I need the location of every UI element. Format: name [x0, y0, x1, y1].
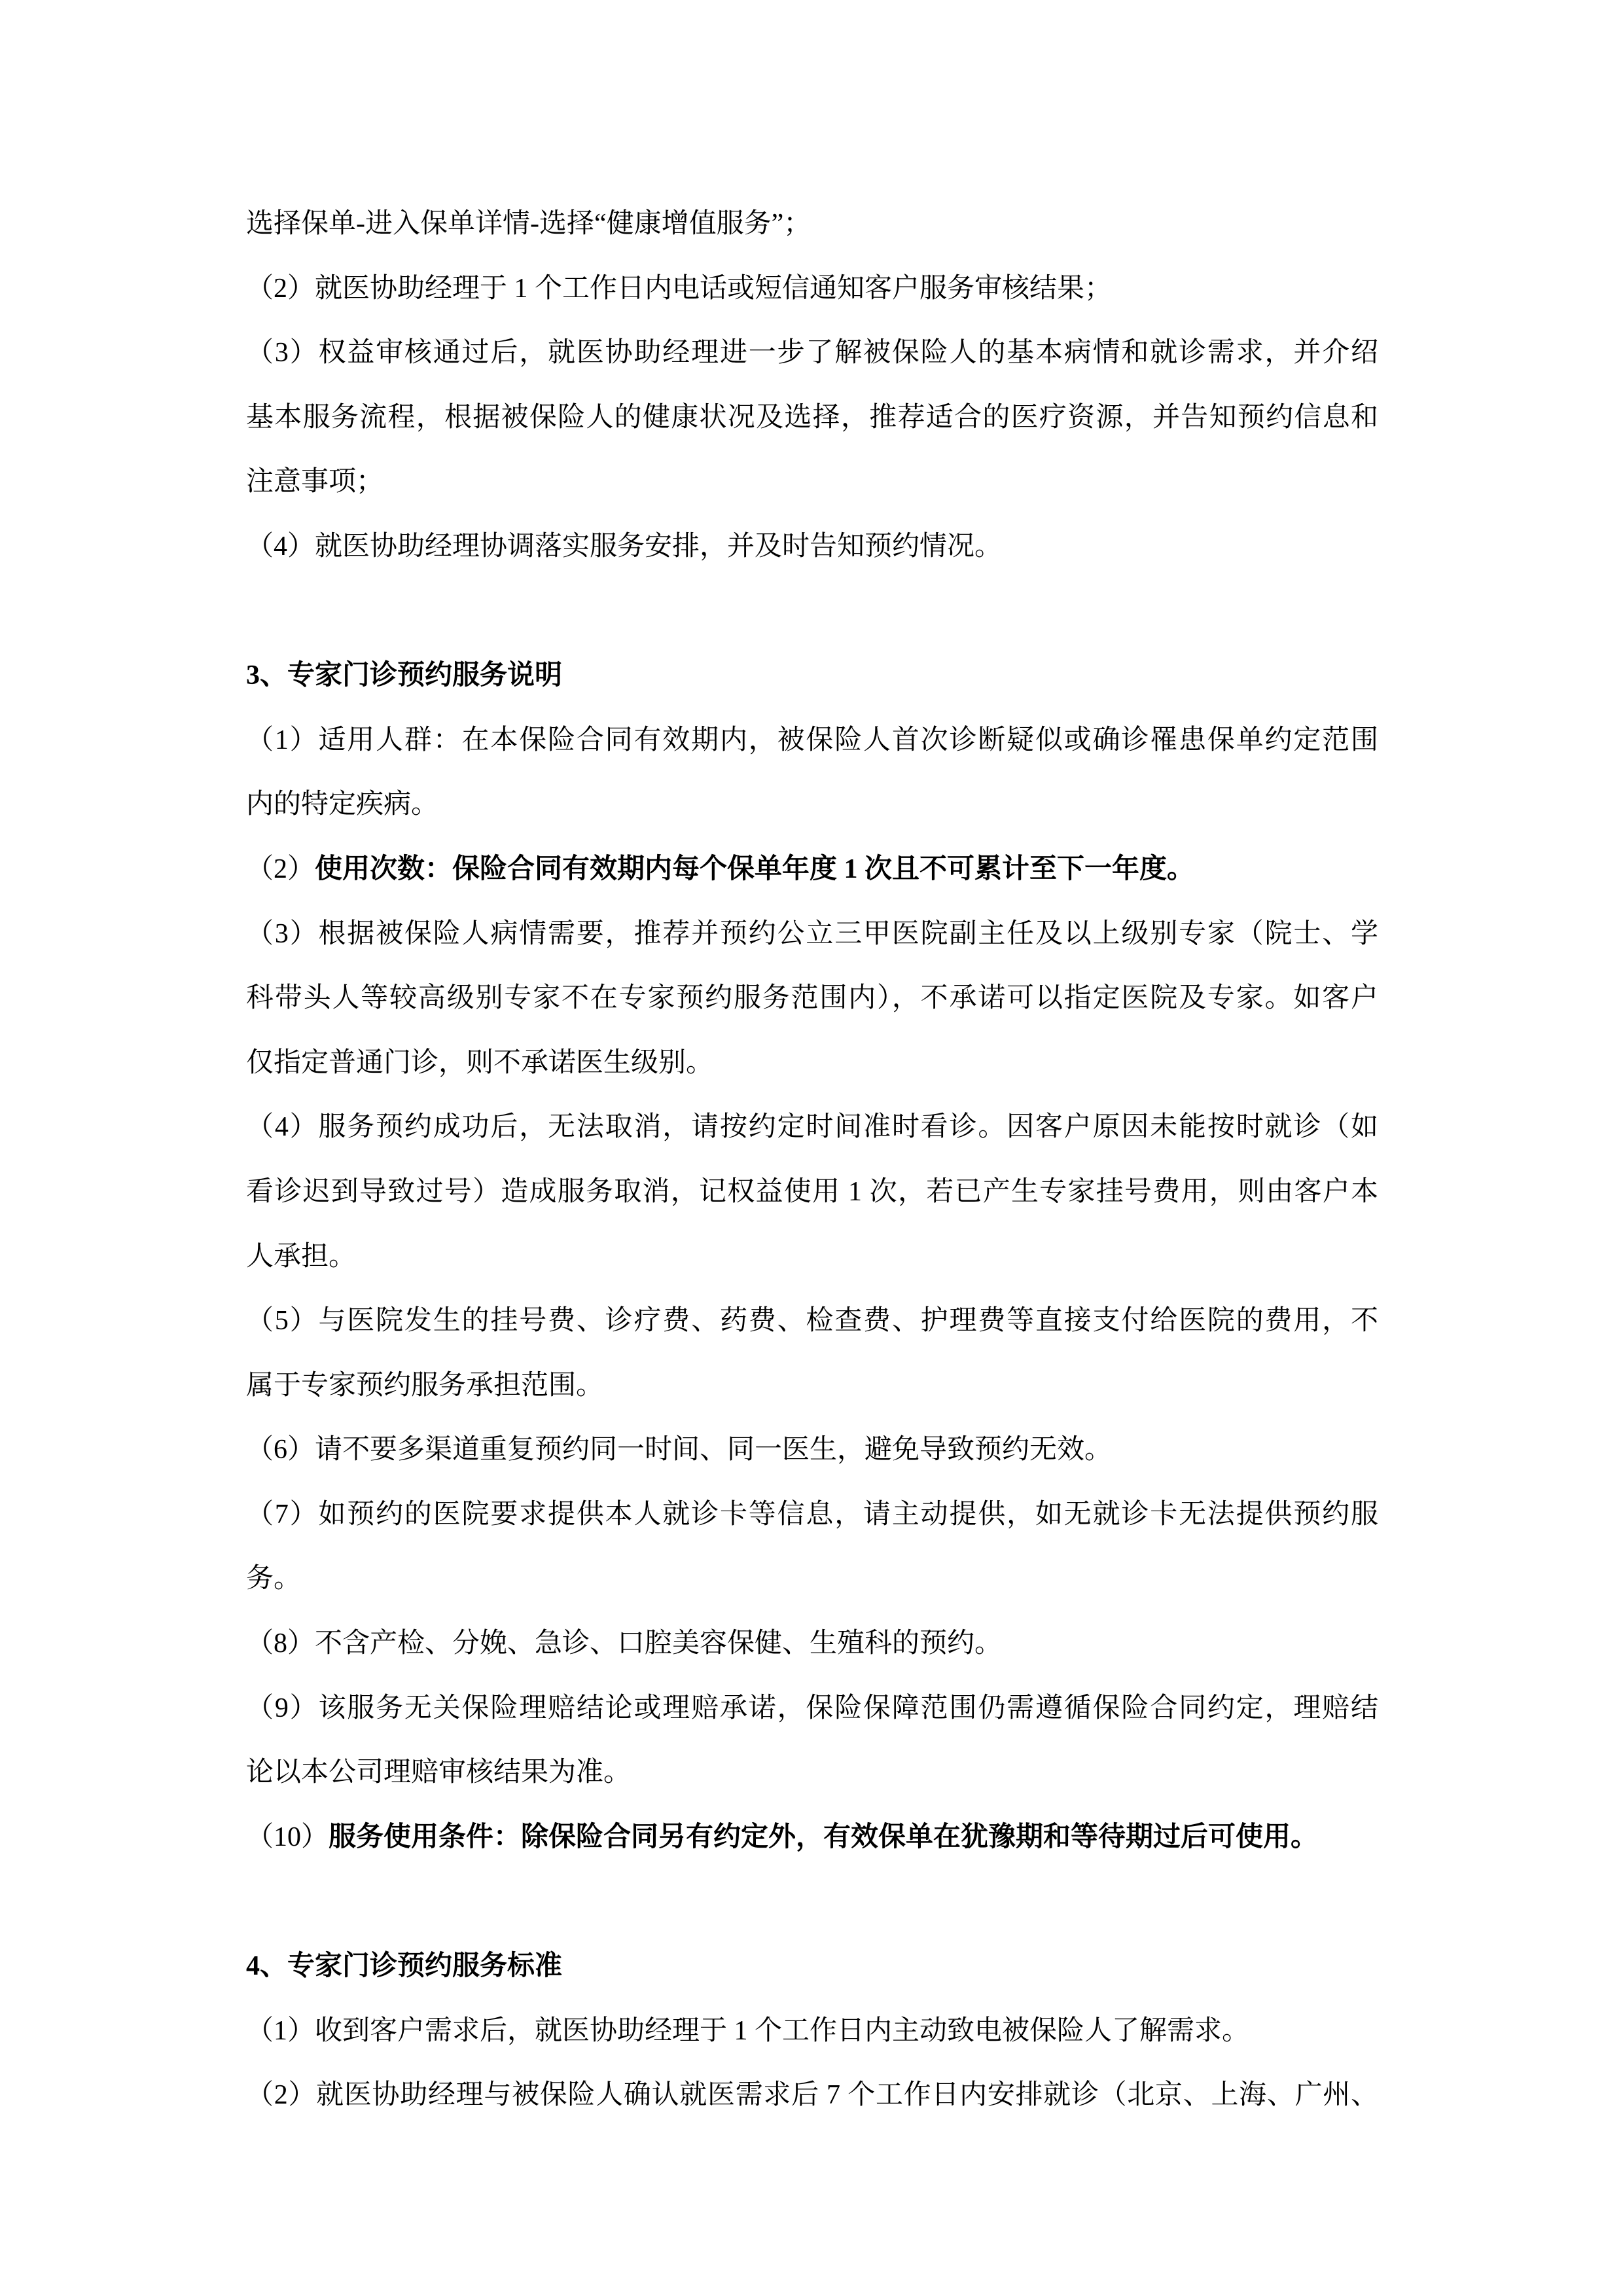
text-line — [246, 1354, 1378, 1418]
section-heading — [246, 1934, 1378, 1999]
text-run: 使用次数：保险合同有效期内每个保单年度 1 次且不可累计至下一年度。 — [315, 853, 1195, 884]
text-line — [246, 1160, 1378, 1225]
text-run: （4）服务预约成功后，无法取消，请按约定时间准时看诊。因客户原因未能按时就诊（如 — [246, 1112, 1378, 1143]
text-run: （5）与医院发生的挂号费、诊疗费、药费、检查费、护理费等直接支付给医院的费用，不 — [246, 1306, 1378, 1336]
text-run: 4、专家门诊预约服务标准 — [246, 1951, 563, 1982]
text-run: 务。 — [246, 1564, 302, 1594]
text-line — [246, 321, 1378, 386]
text-line — [246, 1547, 1378, 1611]
text-run: （1）收到客户需求后，就医协助经理于 1 个工作日内主动致电被保险人了解需求。 — [246, 2015, 1250, 2046]
text-run: 3、专家门诊预约服务说明 — [246, 660, 563, 691]
text-run: （2）就医协助经理与被保险人确认就医需求后 7 个工作日内安排就诊（北京、上海、广州、 — [246, 2080, 1378, 2111]
text-run: 内的特定疾病。 — [246, 789, 439, 820]
text-line — [246, 1611, 1378, 1676]
text-line — [246, 514, 1378, 579]
text-line — [246, 257, 1378, 321]
text-run: 基本服务流程，根据被保险人的健康状况及选择，推荐适合的医疗资源，并告知预约信息和 — [246, 402, 1378, 433]
text-run: 论以本公司理赔审核结果为准。 — [246, 1757, 632, 1788]
blank-line — [246, 1869, 1378, 1934]
text-line — [246, 1676, 1378, 1741]
text-run: 科带头人等较高级别专家不在专家预约服务范围内），不承诺可以指定医院及专家。如客户 — [246, 983, 1378, 1014]
text-line — [246, 386, 1378, 450]
section-heading — [246, 643, 1378, 708]
text-run: （7）如预约的医院要求提供本人就诊卡等信息，请主动提供，如无就诊卡无法提供预约服 — [246, 1499, 1378, 1530]
text-run: （8）不含产检、分娩、急诊、口腔美容保健、生殖科的预约。 — [246, 1628, 1003, 1659]
text-run: （3）权益审核通过后，就医协助经理进一步了解被保险人的基本病情和就诊需求，并介绍 — [246, 338, 1378, 368]
text-line — [246, 1805, 1378, 1870]
text-run: （10） — [246, 1821, 329, 1852]
text-line — [246, 1289, 1378, 1354]
text-run: （2） — [246, 853, 315, 884]
text-line — [246, 1225, 1378, 1289]
text-run: 看诊迟到导致过号）造成服务取消，记权益使用 1 次，若已产生专家挂号费用，则由客户本 — [246, 1176, 1378, 1207]
document-body — [246, 192, 1378, 2128]
text-line — [246, 192, 1378, 257]
text-line — [246, 708, 1378, 773]
text-run: （6）请不要多渠道重复预约同一时间、同一医生，避免导致预约无效。 — [246, 1435, 1113, 1465]
text-line — [246, 1740, 1378, 1805]
text-run: 人承担。 — [246, 1241, 357, 1272]
text-line — [246, 1031, 1378, 1096]
text-line — [246, 966, 1378, 1031]
text-run: 属于专家预约服务承担范围。 — [246, 1370, 604, 1401]
text-run: （2）就医协助经理于 1 个工作日内电话或短信通知客户服务审核结果； — [246, 273, 1113, 304]
text-run: （3）根据被保险人病情需要，推荐并预约公立三甲医院副主任及以上级别专家（院士、学 — [246, 918, 1378, 949]
blank-line — [246, 579, 1378, 644]
text-run: （4）就医协助经理协调落实服务安排，并及时告知预约情况。 — [246, 531, 1003, 562]
text-run: 仅指定普通门诊，则不承诺医生级别。 — [246, 1047, 714, 1078]
text-run: （9）该服务无关保险理赔结论或理赔承诺，保险保障范围仍需遵循保险合同约定，理赔结 — [246, 1693, 1378, 1723]
text-line — [246, 1999, 1378, 2064]
text-run: 选择保单-进入保单详情-选择“健康增值服务”； — [246, 209, 812, 239]
text-run: 服务使用条件：除保险合同另有约定外，有效保单在犹豫期和等待期过后可使用。 — [329, 1821, 1319, 1852]
text-line — [246, 450, 1378, 514]
text-run: （1）适用人群：在本保险合同有效期内，被保险人首次诊断疑似或确诊罹患保单约定范围 — [246, 725, 1378, 755]
text-line — [246, 1418, 1378, 1482]
text-run: 注意事项； — [246, 467, 384, 497]
text-line — [246, 837, 1378, 902]
text-line — [246, 2063, 1378, 2128]
text-line — [246, 902, 1378, 967]
text-line — [246, 1482, 1378, 1547]
text-line — [246, 1095, 1378, 1160]
text-line — [246, 772, 1378, 837]
